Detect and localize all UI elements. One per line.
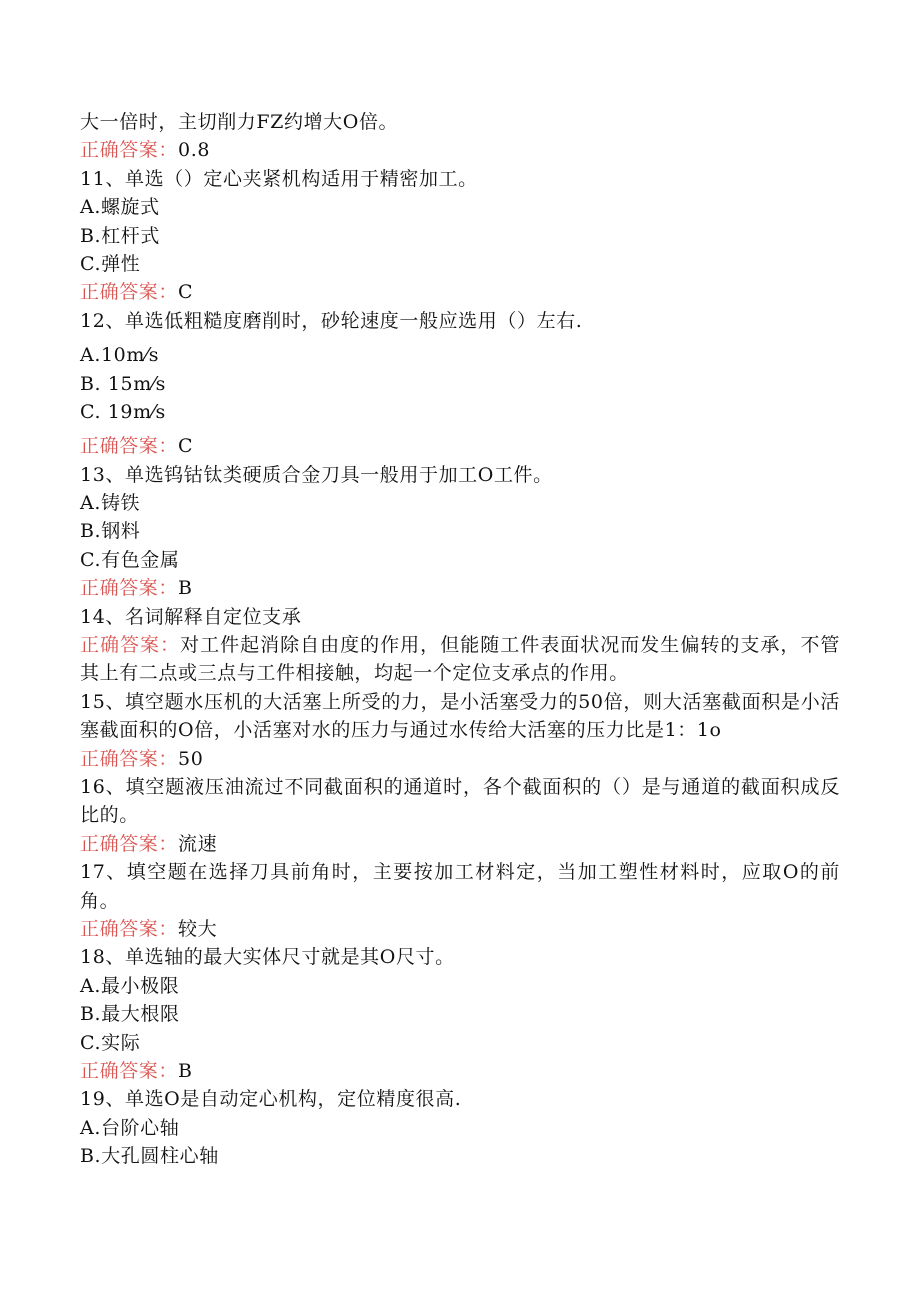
question-12: 12、单选低粗糙度磨削时，砂轮速度一般应选用（）左右. <box>80 309 583 332</box>
answer-label: 正确答案： <box>80 634 181 657</box>
question-14: 14、名词解释自定位支承 <box>80 605 302 628</box>
answer-paragraph <box>80 631 840 688</box>
document-page <box>80 108 840 1171</box>
answer-value: 对工件起消除自由度的作用，但能随工件表面状况而发生偏转的支承，不管其上有二点或三点与工件相接触，均起一个定位支承点的作用。 <box>80 634 840 685</box>
answer-label: 正确答案： <box>80 577 179 600</box>
answer-line <box>80 278 840 306</box>
answer-value: 流速 <box>178 832 218 855</box>
option-b: B.最大根限 <box>80 1003 180 1026</box>
answer-line <box>80 830 840 858</box>
answer-label: 正确答案： <box>80 1060 179 1083</box>
answer-value: 0.8 <box>178 139 211 162</box>
question-19: 19、单选O是自动定心机构，定位精度很高. <box>80 1088 462 1111</box>
option-c: C.有色金属 <box>80 548 180 571</box>
option-c: C. 19m⁄s <box>80 400 166 423</box>
answer-line <box>80 136 840 164</box>
answer-label: 正确答案： <box>80 281 179 304</box>
answer-label: 正确答案： <box>80 747 179 770</box>
option-c: C.弹性 <box>80 252 141 275</box>
answer-value: 50 <box>178 747 204 770</box>
answer-line <box>80 1057 840 1085</box>
option-a: A.10m⁄s <box>80 344 160 367</box>
option-b: B.钢料 <box>80 520 141 543</box>
answer-label: 正确答案： <box>80 139 179 162</box>
option-c: C.实际 <box>80 1031 141 1054</box>
answer-line <box>80 574 840 602</box>
question-16: 16、填空题液压油流过不同截面积的通道时，各个截面积的（）是与通道的截面积成反比的。 <box>80 776 840 827</box>
answer-line <box>80 745 840 773</box>
question-17: 17、填空题在选择刀具前角时，主要按加工材料定，当加工塑性材料时，应取O的前角。 <box>80 861 840 912</box>
question-11: 11、单选（）定心夹紧机构适用于精密加工。 <box>80 167 478 190</box>
option-b: B. 15m⁄s <box>80 372 166 395</box>
answer-label: 正确答案： <box>80 918 179 941</box>
option-a: A.台阶心轴 <box>80 1116 180 1139</box>
answer-line <box>80 432 840 460</box>
answer-value: C <box>178 281 194 304</box>
option-a: A.螺旋式 <box>80 196 160 219</box>
option-b: B.杠杆式 <box>80 224 161 247</box>
option-a: A.最小极限 <box>80 974 180 997</box>
question-13: 13、单选钨钴钛类硬质合金刀具一般用于加工O工件。 <box>80 463 553 486</box>
answer-label: 正确答案： <box>80 435 179 458</box>
answer-value: C <box>178 435 194 458</box>
option-a: A.铸铁 <box>80 492 141 515</box>
option-b: B.大孔圆柱心轴 <box>80 1145 219 1168</box>
question-18: 18、单选轴的最大实体尺寸就是其O尺寸。 <box>80 946 455 969</box>
answer-line <box>80 915 840 943</box>
answer-value: 较大 <box>178 918 218 941</box>
question-15: 15、填空题水压机的大活塞上所受的力，是小活塞受力的50倍，则大活塞截面积是小活塞截面积的O倍，小活塞对水的压力与通过水传给大活塞的压力比是1：1o <box>80 690 840 742</box>
answer-label: 正确答案： <box>80 832 179 855</box>
answer-value: B <box>178 577 193 600</box>
answer-value: B <box>178 1060 193 1083</box>
text-line: 大一倍时，主切削力FZ约增大O倍。 <box>80 111 399 133</box>
